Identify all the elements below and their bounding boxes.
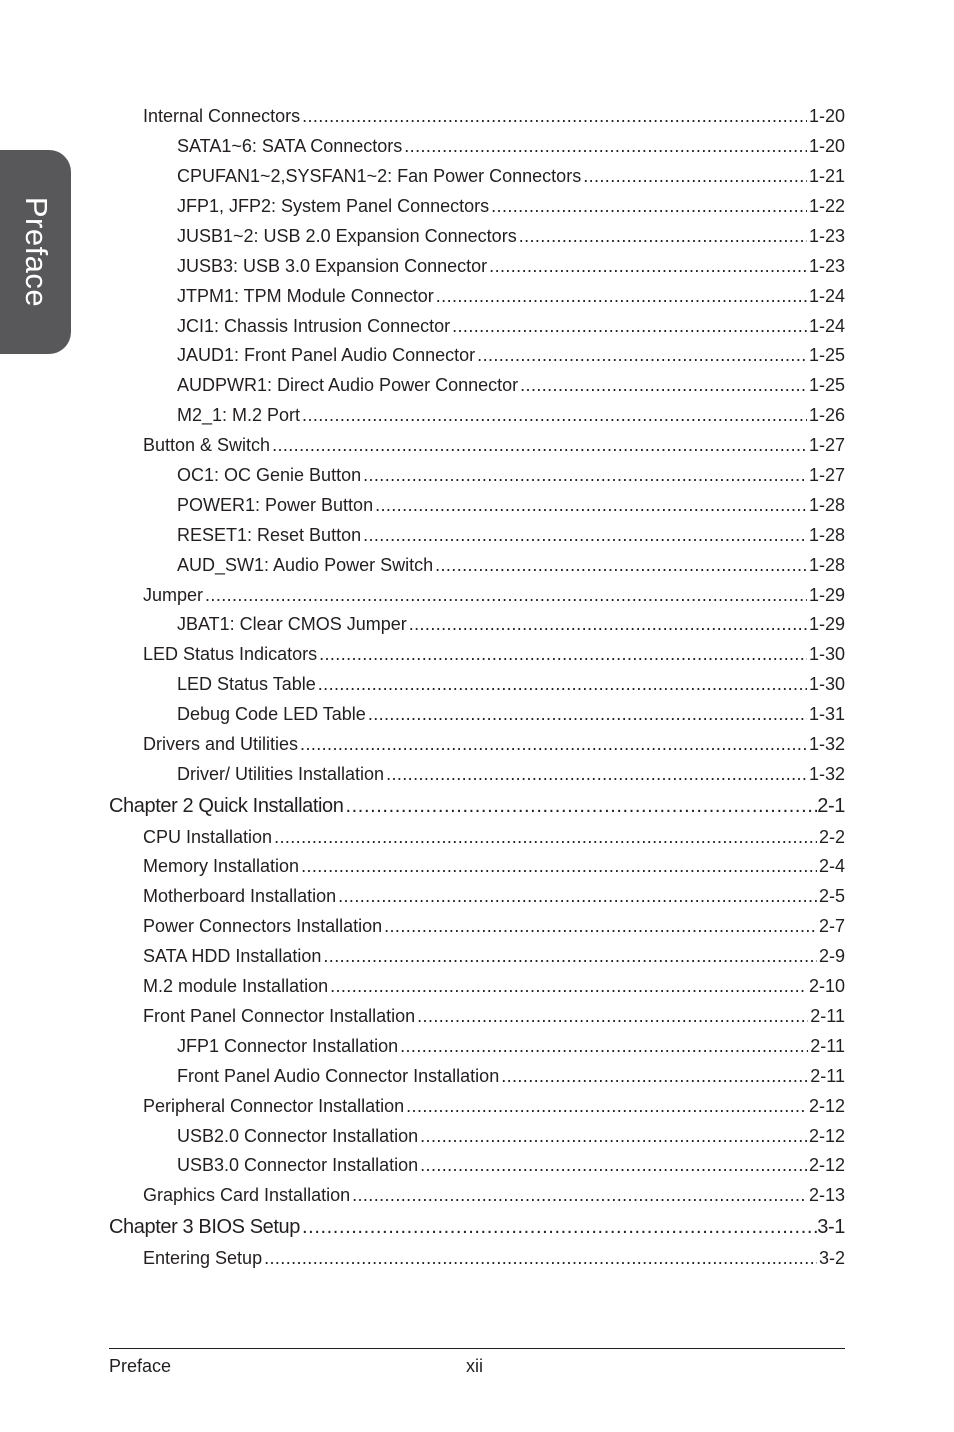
toc-entry[interactable]	[143, 732, 845, 756]
toc-dot-leader	[264, 1246, 817, 1270]
toc-entry[interactable]	[143, 1183, 845, 1207]
toc-entry[interactable]	[177, 523, 845, 547]
toc-entry-page: 2-13	[808, 1185, 845, 1205]
toc-entry-page: 1-27	[808, 465, 845, 485]
toc-entry-page: 1-23	[808, 256, 845, 276]
toc-entry-page: 1-28	[808, 525, 845, 545]
toc-entry-page: 1-29	[808, 585, 845, 605]
toc-entry-title: Entering Setup	[143, 1248, 263, 1268]
toc-dot-leader	[302, 403, 807, 427]
toc-entry-title: Power Connectors Installation	[143, 916, 383, 936]
toc-entry-title: LED Status Indicators	[143, 644, 318, 664]
toc-dot-leader	[384, 914, 817, 938]
toc-entry[interactable]	[177, 403, 845, 427]
toc-entry-title: Jumper	[143, 585, 204, 605]
toc-dot-leader	[489, 254, 807, 278]
toc-entry[interactable]	[143, 944, 845, 968]
toc-entry-page: 2-2	[818, 827, 845, 847]
toc-chapter-entry[interactable]	[109, 793, 845, 819]
toc-dot-leader	[406, 1094, 807, 1118]
toc-entry-title: USB3.0 Connector Installation	[177, 1155, 419, 1175]
toc-dot-leader	[435, 553, 807, 577]
toc-entry[interactable]	[177, 284, 845, 308]
toc-entry[interactable]	[177, 1124, 845, 1148]
toc-entry-title: RESET1: Reset Button	[177, 525, 362, 545]
toc-entry-title: CPUFAN1~2,SYSFAN1~2: Fan Power Connectors	[177, 166, 582, 186]
toc-entry[interactable]	[143, 583, 845, 607]
toc-entry-page: 2-9	[818, 946, 845, 966]
toc-entry[interactable]	[177, 702, 845, 726]
toc-entry-page: 3-1	[817, 1216, 845, 1238]
toc-entry[interactable]	[177, 164, 845, 188]
toc-entry-page: 1-31	[808, 704, 845, 724]
section-tab	[0, 150, 71, 354]
toc-entry[interactable]	[177, 612, 845, 636]
toc-entry-page: 2-12	[808, 1096, 845, 1116]
toc-entry-page: 2-11	[810, 1006, 845, 1026]
toc-entry[interactable]	[143, 974, 845, 998]
toc-entry-page: 1-25	[808, 375, 845, 395]
toc-entry-title: M2_1: M.2 Port	[177, 405, 301, 425]
toc-entry-page: 1-23	[808, 226, 845, 246]
toc-dot-leader	[368, 702, 807, 726]
toc-entry[interactable]	[143, 854, 845, 878]
toc-entry-page: 1-25	[808, 345, 845, 365]
toc-entry-page: 1-21	[808, 166, 845, 186]
toc-entry-title: Motherboard Installation	[143, 886, 337, 906]
toc-entry[interactable]	[177, 314, 845, 338]
toc-dot-leader	[491, 194, 807, 218]
toc-dot-leader	[420, 1153, 807, 1177]
toc-entry[interactable]	[177, 343, 845, 367]
toc-entry-page: 2-11	[810, 1036, 845, 1056]
toc-entry-page: 1-24	[808, 316, 845, 336]
toc-entry[interactable]	[143, 1004, 845, 1028]
toc-dot-leader	[420, 1124, 807, 1148]
toc-dot-leader	[345, 793, 817, 819]
toc-entry-page: 2-7	[818, 916, 845, 936]
toc-entry-title: JUSB3: USB 3.0 Expansion Connector	[177, 256, 488, 276]
toc-entry-title: USB2.0 Connector Installation	[177, 1126, 419, 1146]
toc-entry-title: Front Panel Audio Connector Installation	[177, 1066, 500, 1086]
toc-entry-title: Chapter 2 Quick Installation	[109, 795, 344, 817]
toc-entry[interactable]	[143, 884, 845, 908]
toc-entry-page: 1-32	[808, 764, 845, 784]
toc-dot-leader	[501, 1064, 808, 1088]
toc-dot-leader	[386, 762, 807, 786]
toc-dot-leader	[477, 343, 807, 367]
toc-dot-leader	[302, 1214, 817, 1240]
toc-dot-leader	[323, 944, 817, 968]
footer-section-label: Preface	[109, 1356, 172, 1376]
toc-entry-title: OC1: OC Genie Button	[177, 465, 362, 485]
toc-entry[interactable]	[143, 433, 845, 457]
toc-entry-title: POWER1: Power Button	[177, 495, 374, 515]
toc-entry[interactable]	[177, 1064, 845, 1088]
toc-entry-page: 1-20	[808, 136, 845, 156]
toc-entry-title: Drivers and Utilities	[143, 734, 299, 754]
toc-dot-leader	[205, 583, 807, 607]
toc-entry-title: Front Panel Connector Installation	[143, 1006, 416, 1026]
toc-entry-title: JUSB1~2: USB 2.0 Expansion Connectors	[177, 226, 517, 246]
toc-entry-page: 1-28	[808, 495, 845, 515]
toc-dot-leader	[319, 642, 807, 666]
toc-entry[interactable]	[177, 224, 845, 248]
toc-entry-page: 2-11	[810, 1066, 845, 1086]
toc-entry[interactable]	[177, 553, 845, 577]
toc-entry-page: 1-30	[808, 644, 845, 664]
toc-entry[interactable]	[143, 104, 845, 128]
toc-entry-title: SATA1~6: SATA Connectors	[177, 136, 403, 156]
toc-entry-page: 1-30	[808, 674, 845, 694]
toc-dot-leader	[400, 1034, 808, 1058]
toc-dot-leader	[363, 523, 807, 547]
toc-entry-page: 1-29	[808, 614, 845, 634]
toc-entry-title: Debug Code LED Table	[177, 704, 366, 724]
toc-entry-title: CPU Installation	[143, 827, 273, 847]
toc-dot-leader	[363, 463, 807, 487]
toc-dot-leader	[375, 493, 807, 517]
toc-entry-title: Memory Installation	[143, 856, 300, 876]
toc-entry-page: 1-28	[808, 555, 845, 575]
toc-entry-title: JFP1 Connector Installation	[177, 1036, 399, 1056]
toc-dot-leader	[520, 373, 807, 397]
toc-dot-leader	[302, 104, 807, 128]
toc-chapter-entry[interactable]	[109, 1214, 845, 1240]
toc-entry[interactable]	[143, 1094, 845, 1118]
toc-entry[interactable]	[177, 373, 845, 397]
toc-entry-page: 2-1	[817, 795, 845, 817]
toc-entry-title: JBAT1: Clear CMOS Jumper	[177, 614, 407, 634]
toc-entry[interactable]	[143, 825, 845, 849]
toc-entry-title: Chapter 3 BIOS Setup	[109, 1216, 301, 1238]
toc-entry-title: AUD_SW1: Audio Power Switch	[177, 555, 434, 575]
toc-dot-leader	[583, 164, 807, 188]
toc-entry-title: JFP1, JFP2: System Panel Connectors	[177, 196, 490, 216]
toc-dot-leader	[318, 672, 807, 696]
toc-entry[interactable]	[177, 194, 845, 218]
toc-entry[interactable]	[177, 493, 845, 517]
toc-entry-title: Driver/ Utilities Installation	[177, 764, 385, 784]
toc-entry-title: SATA HDD Installation	[143, 946, 322, 966]
toc-dot-leader	[404, 134, 807, 158]
toc-entry[interactable]	[143, 914, 845, 938]
toc-entry-page: 1-22	[808, 196, 845, 216]
toc-dot-leader	[274, 825, 817, 849]
toc-entry-title: JTPM1: TPM Module Connector	[177, 286, 434, 306]
toc-entry-title: Internal Connectors	[143, 106, 301, 126]
toc-dot-leader	[436, 284, 807, 308]
toc-entry[interactable]	[177, 134, 845, 158]
toc-entry-title: Peripheral Connector Installation	[143, 1096, 405, 1116]
toc-entry-page: 2-12	[808, 1126, 845, 1146]
toc-dot-leader	[417, 1004, 808, 1028]
toc-dot-leader	[301, 854, 817, 878]
toc-dot-leader	[338, 884, 817, 908]
footer-divider	[109, 1348, 845, 1349]
toc-dot-leader	[300, 732, 807, 756]
toc-entry-title: JAUD1: Front Panel Audio Connector	[177, 345, 476, 365]
toc-entry-page: 2-10	[808, 976, 845, 996]
toc-entry-title: M.2 module Installation	[143, 976, 329, 996]
toc-entry[interactable]	[177, 762, 845, 786]
toc-entry-page: 1-20	[808, 106, 845, 126]
toc-entry-page: 2-4	[818, 856, 845, 876]
toc-entry[interactable]	[177, 672, 845, 696]
toc-dot-leader	[519, 224, 807, 248]
toc-entry-page: 1-32	[808, 734, 845, 754]
toc-entry-title: AUDPWR1: Direct Audio Power Connector	[177, 375, 519, 395]
toc-entry-title: LED Status Table	[177, 674, 316, 694]
toc-entry[interactable]	[177, 254, 845, 278]
toc-entry-page: 2-12	[808, 1155, 845, 1175]
section-tab-label: Preface	[18, 196, 54, 308]
toc-dot-leader	[272, 433, 807, 457]
toc-entry-page: 1-27	[808, 435, 845, 455]
toc-entry-title: Button & Switch	[143, 435, 271, 455]
toc-dot-leader	[330, 974, 807, 998]
toc-dot-leader	[452, 314, 807, 338]
toc-entry-page: 3-2	[818, 1248, 845, 1268]
toc-entry[interactable]	[177, 1153, 845, 1177]
toc-entry-page: 2-5	[818, 886, 845, 906]
toc-entry[interactable]	[177, 1034, 845, 1058]
toc-entry[interactable]	[177, 463, 845, 487]
toc-dot-leader	[409, 612, 807, 636]
toc-entry-page: 1-24	[808, 286, 845, 306]
toc-dot-leader	[352, 1183, 807, 1207]
toc-entry[interactable]	[143, 1246, 845, 1270]
toc-entry-title: Graphics Card Installation	[143, 1185, 351, 1205]
footer-page-number: xii	[466, 1356, 483, 1376]
toc-entry-page: 1-26	[808, 405, 845, 425]
toc-entry[interactable]	[143, 642, 845, 666]
toc-entry-title: JCI1: Chassis Intrusion Connector	[177, 316, 451, 336]
